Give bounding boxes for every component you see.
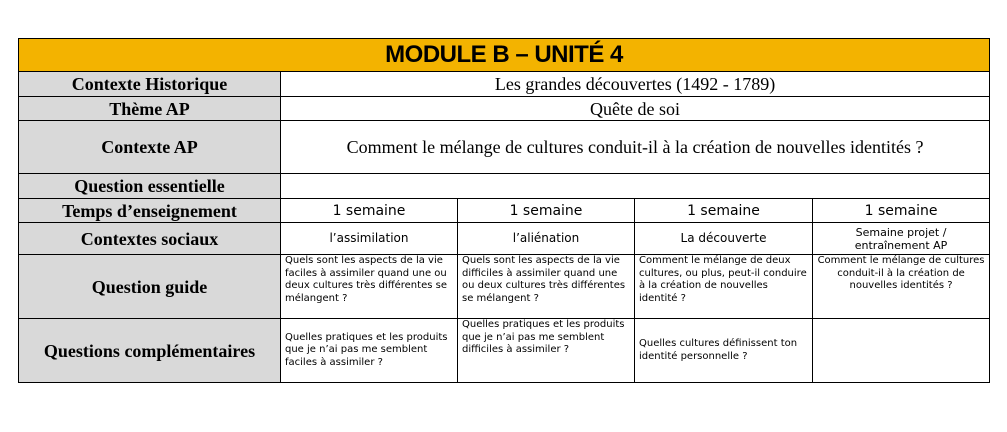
module-title: MODULE B – UNITÉ 4 xyxy=(19,39,990,72)
label-question-guide: Question guide xyxy=(19,255,281,319)
contexte-week-2: l’aliénation xyxy=(458,223,635,255)
row-questions-complementaires xyxy=(19,319,990,383)
title-row xyxy=(19,39,990,72)
row-question-essentielle xyxy=(19,174,990,199)
temps-week-2: 1 semaine xyxy=(458,199,635,223)
complementaire-week-1: Quelles pratiques et les produits que je n’ai pas me semblent faciles à assimiler ? xyxy=(281,319,458,383)
question-guide-week-2: Quels sont les aspects de la vie difficiles à assimiler quand une ou deux cultures très différentes se mélangent ? xyxy=(458,255,635,319)
value-theme-ap: Quête de soi xyxy=(281,97,990,121)
row-contexte-historique xyxy=(19,72,990,97)
contexte-week-3: La découverte xyxy=(635,223,813,255)
label-theme-ap: Thème AP xyxy=(19,97,281,121)
label-contextes-sociaux: Contextes sociaux xyxy=(19,223,281,255)
value-contexte-historique: Les grandes découvertes (1492 - 1789) xyxy=(281,72,990,97)
unit-table xyxy=(18,38,990,383)
temps-week-3: 1 semaine xyxy=(635,199,813,223)
complementaire-week-3: Quelles cultures définissent ton identité personnelle ? xyxy=(635,319,813,383)
value-question-essentielle xyxy=(281,174,990,199)
complementaire-week-4 xyxy=(813,319,990,383)
temps-week-1: 1 semaine xyxy=(281,199,458,223)
value-contexte-ap: Comment le mélange de cultures conduit-il à la création de nouvelles identités ? xyxy=(281,121,990,174)
question-guide-week-3: Comment le mélange de deux cultures, ou plus, peut-il conduire à la création de nouvelles identité ? xyxy=(635,255,813,319)
row-temps xyxy=(19,199,990,223)
contexte-week-4: Semaine projet / entraînement AP xyxy=(813,223,990,255)
label-temps: Temps d’enseignement xyxy=(19,199,281,223)
question-guide-week-1: Quels sont les aspects de la vie faciles à assimiler quand une ou deux cultures très différentes se mélangent ? xyxy=(281,255,458,319)
row-contextes-sociaux xyxy=(19,223,990,255)
row-question-guide xyxy=(19,255,990,319)
question-guide-week-4: Comment le mélange de cultures conduit-il à la création de nouvelles identités ? xyxy=(813,255,990,319)
row-theme-ap xyxy=(19,97,990,121)
row-contexte-ap xyxy=(19,121,990,174)
label-contexte-ap: Contexte AP xyxy=(19,121,281,174)
temps-week-4: 1 semaine xyxy=(813,199,990,223)
contexte-week-1: l’assimilation xyxy=(281,223,458,255)
label-question-essentielle: Question essentielle xyxy=(19,174,281,199)
label-contexte-historique: Contexte Historique xyxy=(19,72,281,97)
label-questions-complementaires: Questions complémentaires xyxy=(19,319,281,383)
complementaire-week-2: Quelles pratiques et les produits que je n’ai pas me semblent difficiles à assimiler ? xyxy=(458,319,635,383)
